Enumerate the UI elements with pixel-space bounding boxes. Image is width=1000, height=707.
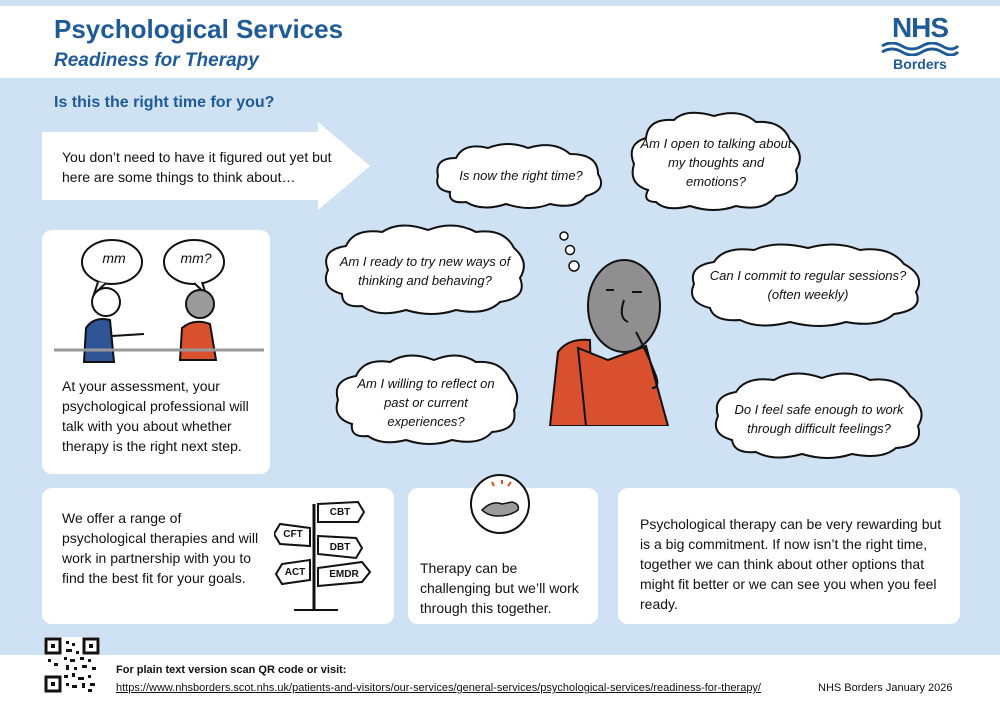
qr-code-icon[interactable] [44,637,100,693]
sign-act: ACT [284,567,306,578]
speech-bubble-left-text: mm [102,250,126,266]
footer [0,655,1000,707]
footer-date: NHS Borders January 2026 [818,682,953,694]
intro-question: Is this the right time for you? [54,94,275,111]
footer-label: For plain text version scan QR code or visit: [116,664,347,676]
thought-commit: Can I commit to regular sessions? (often weekly) [709,268,907,302]
commitment-text: Psychological therapy can be very rewarding but is a big commitment. If now isn’t the right time, together we can think about other options that might fit better or we can see you when you feel ready. [640,516,942,612]
arrow-banner-text: You don’t need to have it figured out yet but here are some things to think about… [62,149,332,185]
nhs-logo [880,12,960,72]
sign-dbt: DBT [329,542,351,553]
handshake-icon [468,472,532,536]
thought-reflect: Am I willing to reflect on past or current experiences? [357,376,495,429]
thought-open-to-talk: Am I open to talking about my thoughts and emotions? [640,136,792,189]
assessment-text: At your assessment, your psychological professional will talk with you about whether therapy is the right next step. [62,378,249,454]
thought-safe: Do I feel safe enough to work through difficult feelings? [734,402,904,436]
thought-right-time: Is now the right time? [459,168,583,183]
sign-cbt: CBT [329,507,351,518]
challenge-text: Therapy can be challenging but we’ll work through this together. [420,560,579,616]
therapies-text: We offer a range of psychological therapies and will work in partnership with you to find the best fit for your goals. [62,510,259,586]
page-subtitle: Readiness for Therapy [54,50,259,71]
waves-icon [880,42,960,56]
sign-cft: CFT [283,529,303,540]
nhs-logo-word: NHS [891,12,949,43]
nhs-logo-region: Borders [893,56,947,72]
footer-url-link[interactable]: https://www.nhsborders.scot.nhs.uk/patients-and-visitors/our-services/general-services/psychological-services/readiness-for-therapy/ [116,682,761,694]
assessment-illustration [54,236,264,366]
thinking-person-illustration [548,230,688,426]
sign-emdr: EMDR [329,569,359,580]
thought-ready-new-ways: Am I ready to try new ways of thinking and behaving? [339,254,511,288]
speech-bubble-right-text: mm? [180,250,212,266]
page-title: Psychological Services [54,14,344,44]
